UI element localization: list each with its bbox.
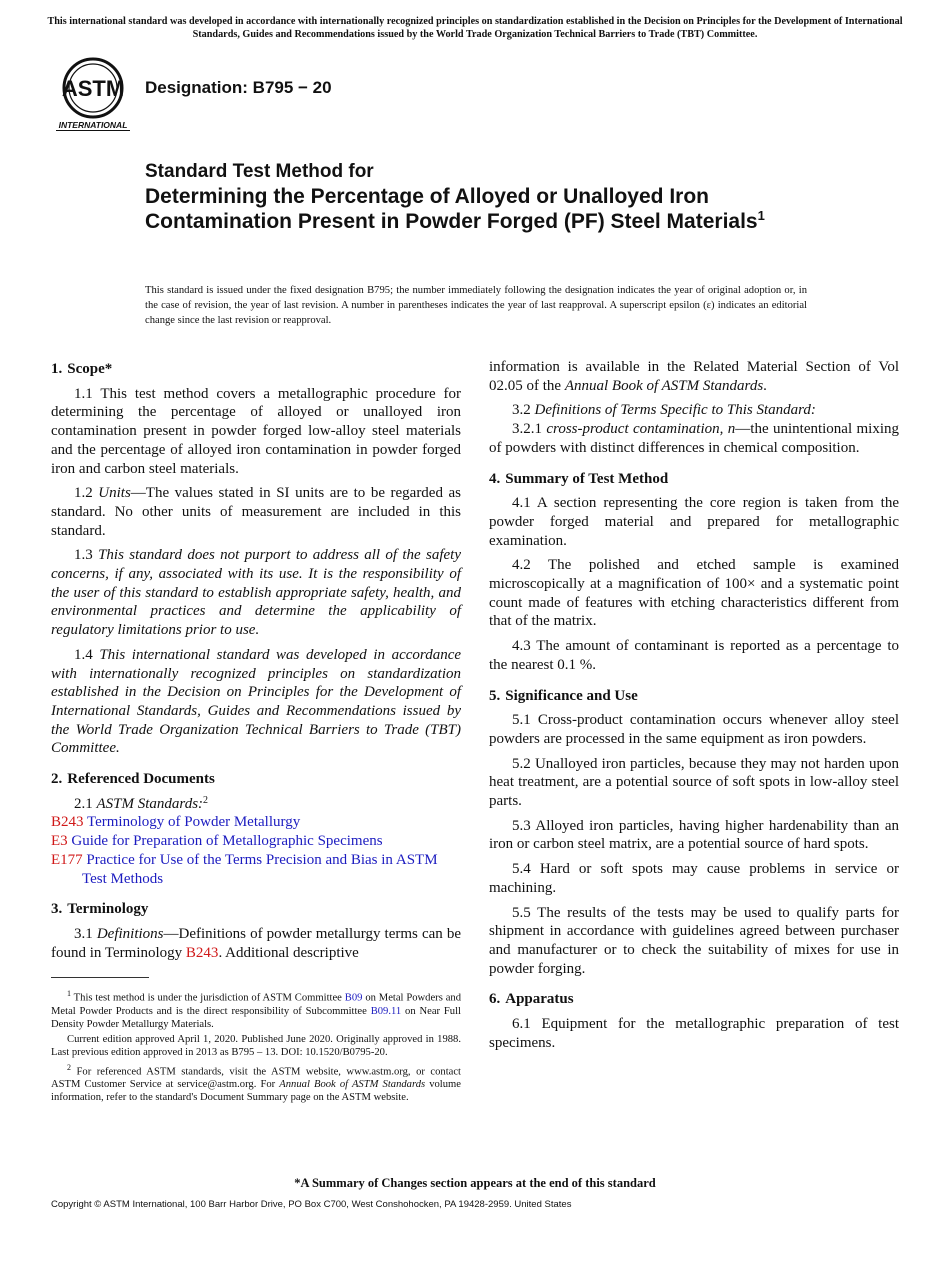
para-1-3: 1.3 This standard does not purport to address all of the safety concerns, if any, associated with its use. It is the responsibility of the user of this standard to establish appropriate safety, health, and environmental practices and determine the applicability of regulatory limitations prior to use. [51, 547, 462, 639]
title-main [145, 184, 845, 234]
reference-title: Practice for Use of the Terms Precision and Bias in ASTM Test Methods [82, 851, 438, 887]
footnote-2: $^2$ For referenced ASTM standards, visit the ASTM website, www.astm.org, or contact ASTM Customer Service at service@astm.org. For Annual Book of ASTM Standards volume information, refer to the standard's Document Summary page on the ASTM website. [51, 1062, 461, 1104]
para-3-2: 3.2 Definitions of Terms Specific to This Standard: [512, 402, 816, 419]
footnote-1: $^1$ This test method is under the jurisdiction of ASTM Committee B09 on Metal Powders and Metal Powder Products and is the direct responsibility of Subcommittee B09.11 on Near Full Density Powder Metallurgy Materials. [51, 989, 461, 1030]
para-1-4: 1.4 This international standard was developed in accordance with internationally recognized principles on standardization established in the Decision on Principles for the Development of International Standards, Guides and Recommendations issued by the World Trade Organization Technical Barriers to Trade (TBT) Committee. [51, 646, 462, 757]
footnote-mark-2[interactable]: 2 [203, 794, 209, 806]
footnotes [51, 987, 461, 1106]
reference-b243[interactable] [51, 813, 461, 832]
para-4-3: 4.3 The amount of contaminant is reported as a percentage to the nearest 0.1 %. [489, 638, 899, 673]
designation: Designation: B795 − 20 [145, 78, 332, 97]
para-1-1: 1.1 This test method covers a metallographic procedure for determining the percentage of alloyed or unalloyed iron contamination present in powder forged low-alloy steel materials and the percentage of alloyed iron contamination in powder forged iron and carbon steel materials. [51, 385, 461, 477]
section-heading-summary: 4. Summary of Test Method [489, 470, 669, 487]
logo-subtext: INTERNATIONAL [58, 120, 128, 130]
para-4-2: 4.2 The polished and etched sample is examined microscopically at a magnification of 100× and a systematic point count made of features with etching characteristics different from that of the matrix. [489, 557, 899, 630]
para-4-1: 4.1 A section representing the core region is taken from the powder forged material and prepared for metallographic examination. [489, 495, 899, 549]
reference-code: E177 [51, 851, 83, 868]
para-2-1: 2.1 ASTM Standards:$^2$ [74, 794, 209, 812]
reference-e3[interactable] [51, 832, 461, 851]
para-3-1-continued: information is available in the Related Material Section of Vol 02.05 of the Annual Book of ASTM Standards. [489, 359, 899, 394]
para-6-1: 6.1 Equipment for the metallographic preparation of test specimens. [489, 1016, 899, 1051]
para-3-1: 3.1 Definitions—Definitions of powder metallurgy terms can be found in Terminology B243. Additional descriptive [51, 925, 462, 961]
reference-link-b243[interactable]: B243 [185, 944, 219, 961]
title-prefix: Standard Test Method for [145, 161, 374, 182]
document-title [145, 160, 845, 234]
footnote-divider [51, 977, 149, 978]
para-5-1: 5.1 Cross-product contamination occurs whenever alloy steel powders are processed in the same equipment as iron powders. [489, 712, 899, 747]
summary-of-changes-note: *A Summary of Changes section appears at the end of this standard [294, 1176, 656, 1190]
reference-code: B243 [51, 814, 84, 831]
subcommittee-link-b09-11[interactable]: B09.11 [370, 1005, 402, 1017]
right-column [489, 358, 899, 1059]
logo-text: ASTM [61, 76, 125, 101]
reference-e177[interactable] [51, 851, 461, 888]
reference-code: E3 [51, 833, 68, 850]
left-column [51, 356, 461, 968]
footnote-1-edition: Current edition approved April 1, 2020. Published June 2020. Originally approved in 1988. Last previous edition approved in 2013 as B795 – 13. DOI: 10.1520/B0795-20. [51, 1033, 461, 1058]
section-heading-terminology: 3. Terminology [51, 901, 149, 918]
reference-title: Terminology of Powder Metallurgy [87, 814, 301, 831]
para-5-2: 5.2 Unalloyed iron particles, because they may not harden upon heat treatment, are a potential source of soft spots in low-alloy steel parts. [489, 755, 899, 810]
para-5-4: 5.4 Hard or soft spots may cause problems in service or machining. [489, 861, 899, 896]
section-heading-significance: 5. Significance and Use [489, 687, 638, 704]
section-heading-scope: 1. Scope* [51, 361, 113, 377]
astm-logo [52, 56, 134, 132]
issuance-note: This standard is issued under the fixed designation B795; the number immediately following the designation indicates the year of original adoption or, in the case of revision, the year of last revision. A number in parentheses indicates the year of last reapproval. A superscript epsilon (ε) indicates an editorial change since the last revision or reapproval. [145, 285, 807, 326]
para-5-3: 5.3 Alloyed iron particles, having higher hardenability than an iron or carbon steel matrix, are a potential source of hard spots. [489, 817, 899, 853]
reference-title: Guide for Preparation of Metallographic Specimens [71, 833, 383, 850]
title-footnote-mark[interactable]: 1 [757, 208, 765, 223]
copyright-line: Copyright © ASTM International, 100 Barr Harbor Drive, PO Box C700, West Conshohocken, PA 19428-2959. United States [51, 1199, 572, 1210]
section-heading-referenced-documents: 2. Referenced Documents [51, 771, 215, 788]
para-1-2: 1.2 Units—The values stated in SI units are to be regarded as standard. No other units of measurement are included in this standard. [51, 485, 461, 539]
committee-link-b09[interactable]: B09 [344, 992, 363, 1004]
section-heading-apparatus: 6. Apparatus [489, 991, 574, 1008]
tbt-notice: This international standard was developed in accordance with internationally recognized principles on standardization established in the Decision on Principles for the Development of International Standards, Guides and Recommendations issued by the World Trade Organization Technical Barriers to Trade (TBT) Committee. [47, 16, 903, 40]
title-main-text: Determining the Percentage of Alloyed or Unalloyed Iron Contamination Present in Powder Forged (PF) Steel Materials [145, 185, 758, 233]
para-3-2-1: 3.2.1 cross-product contamination, n—the unintentional mixing of powders with distinct differences in chemical composition. [489, 421, 900, 456]
para-5-5: 5.5 The results of the tests may be used to qualify parts for shipment in accordance with guidelines agreed between purchaser and manufacturer or to check the suitability of mixes for use in powder forging. [489, 904, 899, 977]
